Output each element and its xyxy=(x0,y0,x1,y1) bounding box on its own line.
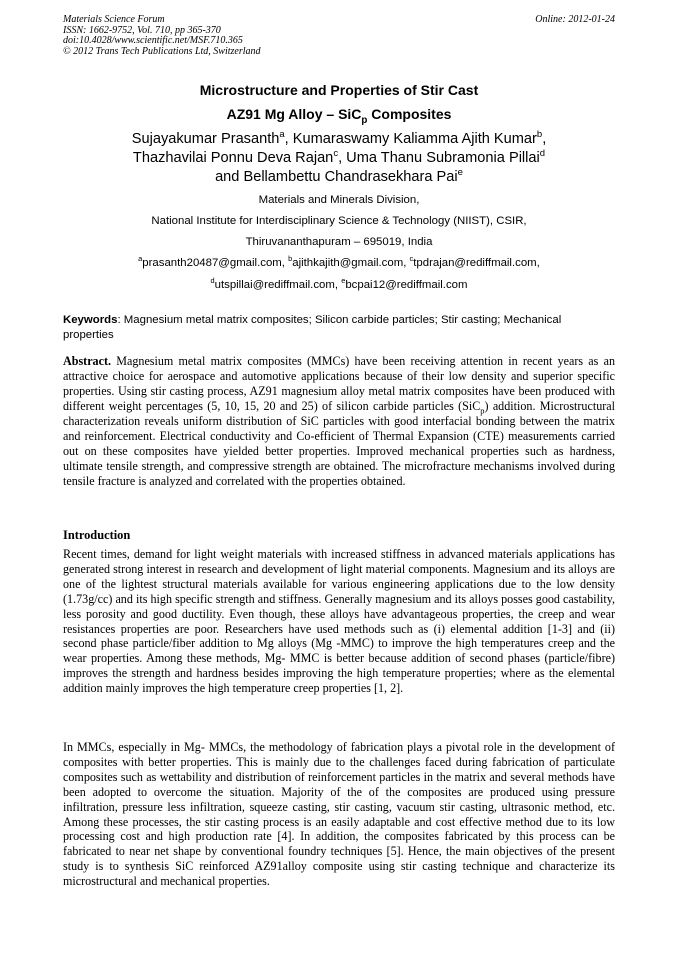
abstract: Abstract. Magnesium metal matrix composites (MMCs) have been receiving attention in recent years as an attractive choice for aerospace and automotive applications because of their low density and superior specific properties. Using stir casting process, AZ91 magnesium alloy metal matrix composites have been produced with different weight percentages (5, 10, 15, 20 and 25) of silicon carbide particles (SiC$_p$) addition. Microstructural characterization reveals uniform distribution of SiC particles with good interfacial bonding between the matrix and reinforcement. Electrical conductivity and Co-efficient of Thermal Expansion (CTE) measurements carried out on these composites have yielded better properties. Improved mechanical properties such as hardness, ultimate tensile strength, and compressive strength are obtained. The microfracture mechanisms involved during tensile fracture is analyzed and correlated with the properties obtained. xyxy=(63,354,615,488)
online-date: Online: 2012-01-24 xyxy=(535,14,615,25)
author-emails-line-2: $^d$utspillai@rediffmail.com, $^e$bcpai12@rediffmail.com xyxy=(210,276,468,291)
keywords-text: : Magnesium metal matrix composites; Silicon carbide particles; Stir casting; Mechanical properties xyxy=(63,314,562,341)
email-link[interactable]: ajithkajith@gmail.com xyxy=(292,257,404,269)
paper-title-line-1: Microstructure and Properties of Stir Cast xyxy=(199,82,479,98)
author-name: Bellambettu Chandrasekhara Pai xyxy=(243,169,458,185)
abstract-label: Abstract. xyxy=(63,354,112,368)
keywords xyxy=(63,313,615,343)
introduction-paragraph-1: Recent times, demand for light weight materials with increased stiffness in advanced materials applications has generated strong interest in research and development of light material components. Magnesium and its alloys are one of the lightest structural materials available for various engineering applications due to the low density (1.73g/cc) and its high specific strength and stiffness. Generally magnesium and its alloys posses good castability, less porosity and good ductility. Even though, these alloys have advantageous properties, the creep and wear resistances properties are poor. Researchers have used methods such as (i) elemental addition [1-3] and (ii) second phase particle/fiber addition to Mg alloys (Mg -MMC) to improve the high temperatures creep and the wear properties. Among these methods, Mg- MMC is better because addition of second phases (particle/fibre) improves the strength and hardness besides improving the high temperature properties; where as the elemental addition mainly improves the high temperature creep properties [1, 2]. xyxy=(63,547,615,696)
introduction-paragraph-2: In MMCs, especially in Mg- MMCs, the methodology of fabrication plays a pivotal role in the development of composites with better properties. This is mainly due to the challenges faced during fabrication of particulate composites such as wettability and distribution of reinforcement particles in the matrix and several methods have been adopted to overcome the situation. Majority of the of the composites are produced using pressure infiltration, pressure less infiltration, squeeze casting, stir casting, vacuum stir casting, ultrasonic method, etc. Among these processes, the stir casting process is an easily adaptable and cost effective method due to its low processing cost and high production rate [4]. In addition, the composites fabricated by this process can be fabricated to near net shape by conventional foundry techniques [5]. Hence, the main objectives of the present study is to synthesis SiC reinforced AZ91alloy composite using stir casting technique and characterize its microstructural and mechanical properties. xyxy=(63,740,615,889)
journal-name: Materials Science Forum xyxy=(63,14,165,25)
author-name: Thazhavilai Ponnu Deva Rajan xyxy=(132,150,334,166)
email-link[interactable]: tpdrajan@rediffmail.com xyxy=(413,257,537,269)
keywords-label: Keywords xyxy=(63,314,118,326)
author-name: Kumaraswamy Kaliamma Ajith Kumar xyxy=(292,131,537,147)
author-list: Sujayakumar Prasanth$^a$, Kumaraswamy Kaliamma Ajith Kumar$^b$, Thazhavilai Ponnu Deva Rajan$^c$, Uma Thanu Subramonia Pillai$^d$ and Bellambettu Chandrasekhara Pai$^e$ xyxy=(131,129,547,185)
journal-doi: doi:10.4028/www.scientific.net/MSF.710.365 xyxy=(63,35,243,46)
author-emails-line-1: $^a$prasanth20487@gmail.com, $^b$ajithkajith@gmail.com, $^c$tpdrajan@rediffmail.com, xyxy=(138,254,540,269)
email-link[interactable]: bcpai12@rediffmail.com xyxy=(345,279,468,291)
affiliation-division: Materials and Minerals Division, xyxy=(258,194,420,206)
email-link[interactable]: prasanth20487@gmail.com xyxy=(142,257,282,269)
paper-title-line-2: AZ91 Mg Alloy – SiC$_p$ Composites xyxy=(226,106,452,126)
journal-copyright: © 2012 Trans Tech Publications Ltd, Switzerland xyxy=(63,45,261,57)
author-name: Sujayakumar Prasanth xyxy=(131,131,280,147)
author-name: Uma Thanu Subramonia Pillai xyxy=(346,150,540,166)
journal-issn: ISSN: 1662-9752, Vol. 710, pp 365-370 xyxy=(63,24,221,36)
section-heading-introduction: Introduction xyxy=(63,528,131,542)
affiliation-city: Thiruvananthapuram – 695019, India xyxy=(245,236,433,248)
journal-header xyxy=(63,15,615,57)
affiliation-institute: National Institute for Interdisciplinary Science & Technology (NIIST), CSIR, xyxy=(151,215,527,227)
email-link[interactable]: utspillai@rediffmail.com xyxy=(214,279,335,291)
